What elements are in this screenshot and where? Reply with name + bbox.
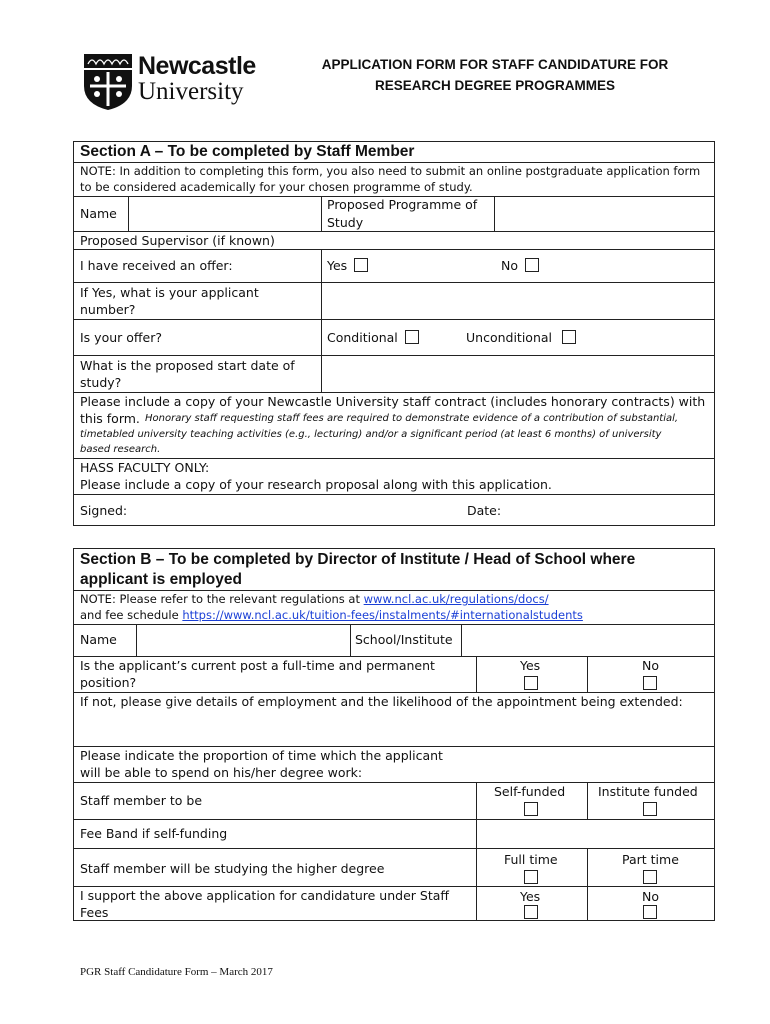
- details-field[interactable]: [75, 712, 712, 744]
- institute-funded-checkbox[interactable]: [643, 802, 657, 816]
- name-label: Name: [80, 206, 117, 221]
- section-a-note-line1: NOTE: In addition to completing this form, you also need to submit an online postgraduate application form: [80, 164, 701, 178]
- post-no-checkbox[interactable]: [643, 676, 657, 690]
- staff-member-label: Staff member to be: [80, 793, 203, 808]
- offer-no-label: No: [501, 258, 518, 273]
- post-yes-label: Yes: [520, 658, 541, 673]
- b-name-field[interactable]: [138, 626, 348, 654]
- date-field[interactable]: [505, 497, 712, 523]
- programme-field[interactable]: [496, 198, 712, 229]
- proportion-field[interactable]: [460, 748, 712, 780]
- post-yes-checkbox[interactable]: [524, 676, 538, 690]
- post-label-line2: position?: [80, 675, 137, 690]
- conditional-label: Conditional: [327, 330, 398, 345]
- applicant-number-label-line1: If Yes, what is your applicant: [80, 285, 259, 300]
- unconditional-label: Unconditional: [466, 330, 552, 345]
- applicant-number-label-line2: number?: [80, 302, 136, 317]
- support-yes-label: Yes: [520, 889, 541, 904]
- university-logo: [82, 52, 272, 114]
- contract-line2: this form.: [80, 411, 140, 426]
- signature-field[interactable]: [130, 497, 460, 523]
- details-label: If not, please give details of employment and the likelihood of the appointment being extended:: [80, 694, 683, 709]
- hass-line1: HASS FACULTY ONLY:: [80, 460, 210, 475]
- fee-schedule-text: and fee schedule: [80, 608, 183, 622]
- applicant-number-field[interactable]: [323, 284, 712, 317]
- post-no-label: No: [642, 658, 659, 673]
- contract-italic-line1: Honorary staff requesting staff fees are required to demonstrate evidence of a contribution of substantial,: [145, 413, 679, 424]
- start-date-label-line2: study?: [80, 375, 122, 390]
- proportion-label-line2: will be able to spend on his/her degree work:: [80, 765, 363, 780]
- form-title-line2: RESEARCH DEGREE PROGRAMMES: [374, 78, 616, 93]
- logo-text-university: University: [138, 78, 244, 105]
- offer-yes-checkbox[interactable]: [354, 258, 368, 272]
- supervisor-field[interactable]: [300, 232, 712, 248]
- conditional-checkbox[interactable]: [405, 330, 419, 344]
- self-funded-checkbox[interactable]: [524, 802, 538, 816]
- support-label-line1: I support the above application for candidature under Staff: [80, 888, 450, 903]
- post-label-line1: Is the applicant’s current post a full-time and permanent: [80, 658, 435, 673]
- school-field[interactable]: [463, 626, 712, 654]
- supervisor-label: Proposed Supervisor (if known): [80, 233, 275, 248]
- regulations-text: NOTE: Please refer to the relevant regulations at: [80, 592, 364, 606]
- offer-type-label: Is your offer?: [80, 330, 162, 345]
- regulations-link[interactable]: www.ncl.ac.uk/regulations/docs/: [363, 592, 549, 606]
- start-date-field[interactable]: [323, 357, 712, 390]
- offer-no-checkbox[interactable]: [525, 258, 539, 272]
- name-field[interactable]: [130, 198, 319, 229]
- hass-line2: Please include a copy of your research proposal along with this application.: [80, 477, 552, 492]
- school-label: School/Institute: [355, 632, 453, 647]
- fee-band-label: Fee Band if self-funding: [80, 826, 228, 841]
- form-title: [270, 54, 720, 96]
- part-time-label: Part time: [622, 852, 679, 867]
- section-a-heading: Section A – To be completed by Staff Member: [80, 143, 415, 160]
- programme-label-line1: Proposed Programme of: [327, 197, 478, 212]
- support-no-checkbox[interactable]: [643, 905, 657, 919]
- proportion-label-line1: Please indicate the proportion of time which the applicant: [80, 748, 443, 763]
- start-date-label-line1: What is the proposed start date of: [80, 358, 295, 373]
- section-b-note-line2: [80, 607, 583, 623]
- support-no-label: No: [642, 889, 659, 904]
- full-time-label: Full time: [504, 852, 558, 867]
- section-a-note-line2: to be considered academically for your chosen programme of study.: [80, 180, 473, 194]
- offer-yes-label: Yes: [327, 258, 348, 273]
- contract-italic-line3: based research.: [80, 444, 161, 455]
- signed-label: Signed:: [80, 503, 128, 518]
- contract-line1: Please include a copy of your Newcastle University staff contract (includes honorary contracts) with: [80, 394, 706, 409]
- institute-funded-label: Institute funded: [598, 784, 698, 799]
- contract-italic-line2: timetabled university teaching activities (e.g., lecturing) and/or a significant period (at least 6 months) of university: [80, 429, 662, 440]
- programme-label-line2: Study: [327, 215, 364, 230]
- support-label-line2: Fees: [80, 905, 109, 920]
- offer-label: I have received an offer:: [80, 258, 233, 273]
- unconditional-checkbox[interactable]: [562, 330, 576, 344]
- full-time-checkbox[interactable]: [524, 870, 538, 884]
- studying-label: Staff member will be studying the higher degree: [80, 861, 385, 876]
- page-footer: PGR Staff Candidature Form – March 2017: [80, 966, 273, 978]
- section-b-note-line1: [80, 591, 549, 607]
- b-name-label: Name: [80, 632, 117, 647]
- crest-icon: [82, 52, 134, 112]
- support-yes-checkbox[interactable]: [524, 905, 538, 919]
- date-label: Date:: [467, 503, 502, 518]
- fee-band-field[interactable]: [478, 821, 712, 846]
- self-funded-label: Self-funded: [494, 784, 566, 799]
- part-time-checkbox[interactable]: [643, 870, 657, 884]
- form-title-line1: APPLICATION FORM FOR STAFF CANDIDATURE FOR: [321, 57, 669, 72]
- section-b-heading-line2: applicant is employed: [80, 571, 242, 588]
- logo-text-newcastle: Newcastle: [138, 52, 256, 80]
- section-b-heading-line1: Section B – To be completed by Director of Institute / Head of School where: [80, 551, 636, 568]
- fee-schedule-link[interactable]: https://www.ncl.ac.uk/tuition-fees/instalments/#internationalstudents: [182, 608, 583, 622]
